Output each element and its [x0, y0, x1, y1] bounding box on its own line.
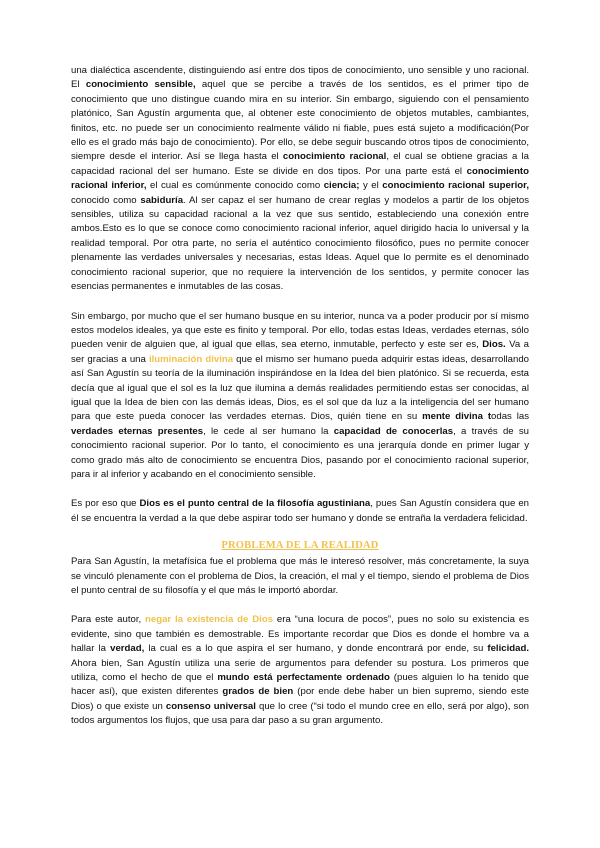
- paragraph-gap: [71, 482, 529, 497]
- paragraph-gap: [71, 295, 529, 310]
- highlight-iluminacion-divina: iluminación divina: [148, 353, 234, 365]
- highlight-negar-existencia: negar la existencia de Dios: [145, 614, 274, 626]
- paragraph-existencia-dios: Para este autor, negar la existencia de Dios era “una locura de pocos”, pues no solo su existencia es evidente, sino que también es demostrable. Es importante recordar que Dios es donde el hombre va a hallar la verdad, la cual es a lo que aspira el ser humano, y donde encontrará por ende, su felicidad. Ahora bien, San Agustín utiliza una serie de argumentos para defender su postura. Los primeros que utiliza, como el hecho de que el mundo está perfectamente ordenado (pues alguien lo ha tenido que hacer así), que existen diferentes grados de bien (por ende debe haber un bien supremo, siendo este Dios) o que existe un consenso universal que lo cree (“si todo el mundo cree en ello, será por algo), son todos argumentos los flujos, que usa para dar paso a su gran argumento.: [71, 614, 529, 727]
- section-heading-problema-realidad: PROBLEMA DE LA REALIDAD: [221, 540, 379, 552]
- paragraph-iluminacion: Sin embargo, por mucho que el ser humano busque en su interior, nunca va a poder producir por sí mismo estos modelos ideales, ya que este es finito y temporal. Por ello, todas estas Ideas, verdades eternas, sólo pueden venir de alguien que, al igual que ellas, sea eterno, inmutable, perfecto y este ser es, Dios. Va a ser gracias a una iluminación divina que el mismo ser humano pueda adquirir estas ideas, desarrollando así San Agustín su teoría de la iluminación inspirándose en la Idea del bien platónico. Si se recuerda, esta decía que al igual que el sol es la luz que ilumina a demás realidades permitiendo estas ser conocidas, al igual que la Idea de bien con las demás ideas, Dios, es el sol que da luz a la inteligencia del ser humano para que este pueda conocer las verdades eternas. Dios, quién tiene en su mente divina todas las verdades eternas presentes, le cede al ser humano la capacidad de conocerlas, a través de su conocimiento racional superior. Por lo tanto, el conocimiento es una jerarquía donde en primer lugar y como grado más alto de conocimiento se encuentra Dios, pasando por el conocimiento racional superior, para ir al inferior y acabando en el conocimiento sensible.: [71, 310, 530, 480]
- paragraph-dios-central: Es por eso que Dios es el punto central de la filosofía agustiniana, pues San Agustín considera que en él se encuentra la verdad a la que debe aspirar todo ser humano y donde se entraña la verdadera felicidad.: [71, 498, 529, 524]
- paragraph-metafisica: Para San Agustín, la metafísica fue el problema que más le interesó resolver, más concretamente, la suya se vinculó plenamente con el problema de Dios, la creación, el mal y el tiempo, siendo el problema de Dios el punto central de su filosofía y el que más le importó abordar.: [71, 556, 529, 596]
- paragraph-conocimiento: una dialéctica ascendente, distinguiendo así entre dos tipos de conocimiento, uno sensible y uno racional. El conocimiento sensible, aquel que se percibe a través de los sentidos, es el primer tipo de conocimiento que uno distingue cuando mira en su interior. Sin embargo, siguiendo con el pensamiento platónico, San Agustín argumenta que, al obtener este conocimiento de objetos mutables, cambiantes, finitos, etc. no puede ser un conocimiento realmente válido ni fiable, pues está sujeto a modificación(Por ello es el grado más bajo de conocimiento). Por ello, se debe seguir buscando otros tipos de conocimiento, siempre desde el interior. Así se llega hasta el conocimiento racional, el cual se obtiene gracias a la capacidad racional del ser humano. Este se divide en dos tipos. Por una parte está el conocimiento racional inferior, el cual es comúnmente conocido como ciencia; y el conocimiento racional superior, conocido como sabiduría. Al ser capaz el ser humano de crear reglas y modelos a partir de los objetos sensibles, utiliza su capacidad racional a la vez que sus sentido, estableciendo una conexión entre ambos.Esto es lo que se conoce como conocimiento racional inferior, aquel dirigido hacia lo universal y la realidad temporal. Por otra parte, no sería el auténtico conocimiento filosófico, pues no permite conocer plenamente las verdades universales y necesarias, estas Ideas. Aquel que lo permite es el denominado conocimiento racional superior, que no requiere la intervención de los sentidos, y permite conocer las esencias permanentes e inmutables de las cosas.: [71, 65, 529, 293]
- paragraph-gap: [71, 598, 529, 613]
